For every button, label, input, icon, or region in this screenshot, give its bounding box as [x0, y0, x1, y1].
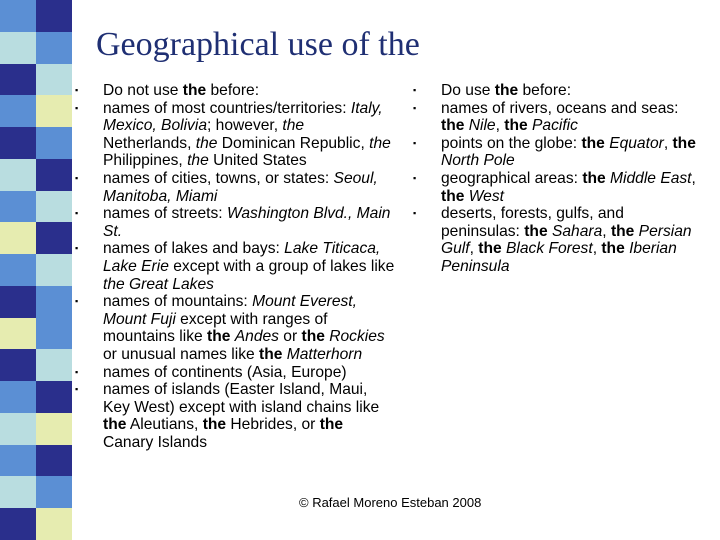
bullet-icon: ▪: [413, 208, 417, 219]
list-item-text: Rockies: [329, 328, 385, 346]
stripe-cell: [0, 159, 36, 191]
stripe-cell: [36, 476, 72, 508]
list-item: [75, 364, 395, 382]
list-item: [413, 205, 703, 275]
list-item-text: Black Forest: [506, 240, 593, 258]
list-item-text: Sahara: [551, 222, 603, 240]
list-item-text: except with a group of lakes like: [168, 257, 395, 275]
list-item-text: ,: [691, 169, 696, 187]
stripe-cell: [0, 381, 36, 413]
list-item-text: ,: [469, 240, 479, 258]
stripe-cell: [0, 32, 36, 64]
list-item-text: or unusual names like: [103, 345, 260, 363]
list-item: [75, 240, 395, 293]
list-item-text: Matterhorn: [286, 345, 363, 363]
bullet-icon: ▪: [413, 137, 417, 148]
list-item-text: ,: [495, 117, 505, 135]
list-item: [75, 100, 395, 170]
list-item-text: the: [182, 82, 207, 99]
stripe-cell: [0, 413, 36, 445]
list-item-text: the: [195, 134, 218, 152]
list-item-text: deserts, forests, gulfs, and peninsulas:: [441, 205, 624, 240]
stripe-cell: [36, 413, 72, 445]
stripe-cell: [0, 445, 36, 477]
list-item-text: Hebrides, or: [226, 416, 320, 434]
list-item-text: Iberian Peninsula: [441, 240, 677, 275]
list-item-text: names of mountains:: [103, 293, 253, 311]
list-item-text: Lake Titicaca, Lake Erie: [103, 240, 381, 275]
list-item-text: the: [524, 222, 548, 240]
list-item-text: Nile: [468, 117, 496, 135]
stripe-cell: [36, 286, 72, 318]
list-item-text: except with ranges of mountains like: [103, 310, 328, 346]
stripe-cell: [0, 476, 36, 508]
list-item-text: ,: [663, 134, 673, 152]
list-item-text: names of cities, towns, or states:: [103, 169, 334, 187]
stripe-cell: [36, 445, 72, 477]
list-item-text: before:: [518, 82, 572, 99]
bullet-icon: ▪: [75, 208, 79, 219]
list-item-text: the: [441, 117, 465, 135]
list-item-text: the: [441, 187, 465, 205]
list-item-text: Philippines,: [103, 152, 188, 170]
list-item-text: the: [369, 134, 391, 152]
bullet-icon: ▪: [75, 296, 79, 307]
list-item: [413, 170, 703, 205]
stripe-cell: [0, 254, 36, 286]
list-item-text: Seoul, Manitoba, Miami: [103, 169, 378, 205]
stripe-cell: [0, 318, 36, 350]
list-item-text: North Pole: [441, 152, 515, 170]
bullet-icon: ▪: [75, 366, 79, 377]
stripe-cell: [0, 222, 36, 254]
list-item: [413, 135, 703, 170]
list-item: [75, 205, 395, 240]
list-item-text: the: [478, 240, 502, 258]
list-item-text: Aleutians,: [126, 416, 203, 434]
list-item-text: the: [672, 134, 696, 152]
list-item-text: the: [610, 222, 635, 240]
list-item-text: the: [582, 169, 606, 187]
list-item-text: before:: [206, 82, 260, 99]
list-item-text: the: [494, 82, 519, 99]
list-item-text: the: [202, 416, 227, 434]
stripe-cell: [36, 127, 72, 159]
list-item: [75, 293, 395, 363]
copyright-footer: © Rafael Moreno Esteban 2008: [299, 495, 482, 510]
bullet-icon: ▪: [75, 102, 79, 113]
stripe-cell: [36, 349, 72, 381]
list-item-text: Pacific: [532, 117, 578, 135]
list-item-text: the: [103, 416, 127, 434]
stripe-cell: [36, 32, 72, 64]
list-item-text: Equator: [609, 134, 664, 152]
stripe-cell: [36, 318, 72, 350]
list-item-text: ,: [602, 222, 611, 240]
stripe-cell: [36, 191, 72, 223]
stripe-cell: [36, 254, 72, 286]
stripe-cell: [0, 127, 36, 159]
stripe-cell: [0, 64, 36, 96]
stripe-cell: [0, 191, 36, 223]
list-item: [75, 82, 395, 100]
bullet-icon: ▪: [413, 85, 417, 95]
stripe-cell: [36, 64, 72, 96]
stripe-cell: [36, 381, 72, 413]
stripe-cell: [36, 95, 72, 127]
list-item-text: Do use: [441, 82, 495, 99]
stripe-cell: [0, 286, 36, 318]
list-item-text: names of rivers, oceans and seas:: [441, 99, 679, 117]
bullet-icon: ▪: [75, 85, 79, 95]
list-item-text: Mount Everest, Mount Fuji: [103, 293, 357, 328]
list-item-text: the Great Lakes: [103, 275, 214, 293]
list-item-text: Canary Islands: [103, 433, 208, 451]
slide-title: Geographical use of the: [96, 26, 420, 63]
stripe-cell: [0, 95, 36, 127]
stripe-cell: [36, 508, 72, 540]
list-item-text: the: [504, 117, 528, 135]
list-item-text: the: [581, 134, 605, 152]
list-item-text: the: [259, 345, 283, 363]
stripe-cell: [36, 159, 72, 191]
stripe-cell: [0, 508, 36, 540]
list-item-text: the: [187, 152, 209, 170]
list-item-text: points on the globe:: [441, 134, 582, 152]
bullet-icon: ▪: [75, 384, 79, 395]
bullet-icon: ▪: [413, 102, 417, 113]
right-bullet-list: [413, 82, 703, 276]
list-item: [75, 381, 395, 451]
stripe-cell: [0, 349, 36, 381]
list-item-text: West: [468, 187, 504, 205]
decorative-stripe: [0, 0, 72, 540]
list-item: [413, 82, 703, 100]
list-item-text: the: [601, 240, 625, 258]
list-item-text: the: [282, 117, 305, 135]
list-item-text: ,: [592, 240, 602, 258]
list-item-text: names of islands (Easter Island, Maui, Key West) except with island chains like: [103, 381, 380, 416]
bullet-icon: ▪: [413, 172, 417, 183]
list-item-text: Dominican Republic,: [217, 134, 370, 152]
list-item-text: ; however,: [207, 117, 283, 135]
list-item-text: the: [319, 416, 344, 434]
list-item-text: United States: [208, 152, 307, 170]
stripe-cell: [36, 0, 72, 32]
list-item-text: names of lakes and bays:: [103, 240, 285, 258]
stripe-cell: [0, 0, 36, 32]
list-item-text: Do not use: [103, 82, 183, 99]
list-item-text: Middle East: [610, 169, 692, 187]
list-item-text: geographical areas:: [441, 169, 583, 187]
list-item: [413, 100, 703, 135]
list-item-text: Andes: [234, 328, 279, 346]
bullet-icon: ▪: [75, 243, 79, 254]
list-item-text: names of continents (Asia, Europe): [103, 363, 347, 381]
left-bullet-list: [75, 82, 395, 451]
list-item-text: Washington Blvd., Main St.: [103, 205, 391, 240]
list-item-text: names of streets:: [103, 205, 227, 223]
list-item-text: the: [301, 328, 325, 346]
stripe-cell: [36, 222, 72, 254]
list-item-text: names of most countries/territories:: [103, 99, 351, 117]
list-item-text: Italy, Mexico, Bolivia: [103, 99, 383, 135]
list-item-text: Netherlands,: [103, 134, 196, 152]
list-item-text: Persian Gulf: [441, 222, 692, 258]
list-item: [75, 170, 395, 205]
list-item-text: the: [207, 328, 231, 346]
bullet-icon: ▪: [75, 172, 79, 183]
list-item-text: or: [278, 328, 302, 346]
